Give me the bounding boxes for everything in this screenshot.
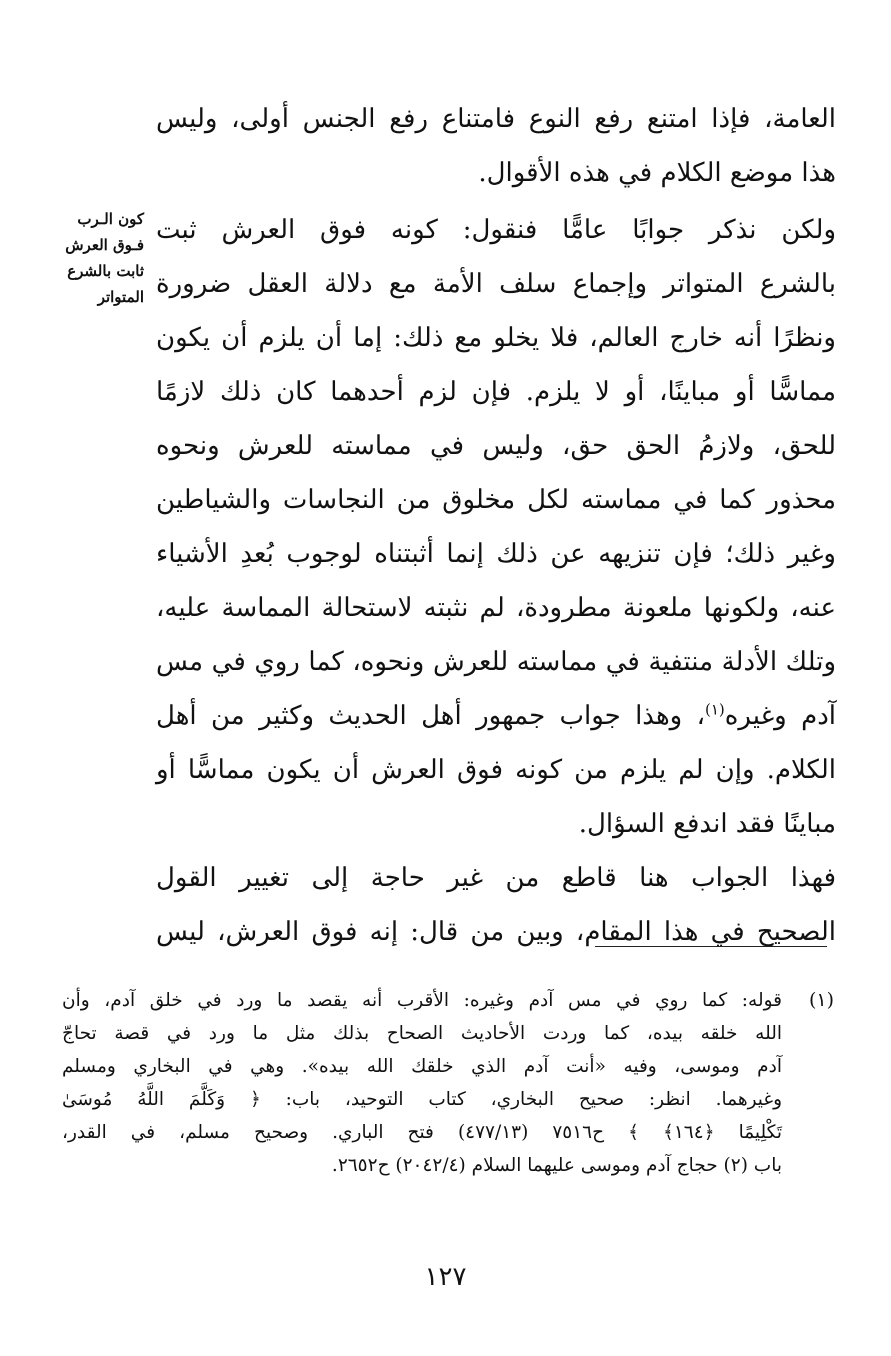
text-line: وتلك الأدلة منتفية في مماسته للعرش ونحوه، كما روي في مس: [156, 647, 836, 677]
margin-note-line: كون الـرب: [77, 210, 144, 228]
margin-note-line: فـوق العرش: [65, 236, 144, 254]
footnote-line: الله خلقه بيده، كما وردت الأحاديث الصحاح بذلك مثل ما ورد في قصة تحاجّ: [62, 1023, 782, 1044]
footnote-body: [62, 984, 782, 1182]
text-line: محذور كما في مماسته لكل مخلوق من النجاسات والشياطين: [156, 485, 836, 515]
text-line: العامة، فإذا امتنع رفع النوع فامتناع رفع الجنس أولى، وليس: [156, 104, 836, 134]
footnote-ref: (١): [704, 700, 725, 719]
footnote-line: باب (٢) حجاج آدم وموسى عليهما السلام (٢٠٤٢/٤) ح٢٦٥٢.: [331, 1155, 782, 1176]
text-line: الكلام. وإن لم يلزم من كونه فوق العرش أن يكون مماسًّا أو: [156, 755, 836, 785]
footnote-line: تَكْلِيمًا ﴿١٦٤﴾ ﴾ ح٧٥١٦ (٤٧٧/١٣) فتح الباري. وصحيح مسلم، في القدر،: [62, 1122, 782, 1143]
text-line: فهذا الجواب هنا قاطع من غير حاجة إلى تغيير القول: [156, 863, 836, 893]
text-line: ولكن نذكر جوابًا عامًّا فنقول: كونه فوق العرش ثبت: [156, 215, 836, 245]
text-line: مباينًا فقد اندفع السؤال.: [578, 809, 836, 839]
footnote-number: (١): [808, 989, 834, 1011]
text-line: ونظرًا أنه خارج العالم، فلا يخلو مع ذلك: إما أن يلزم أن يكون: [156, 323, 836, 353]
text-line: مماسًّا أو مباينًا، أو لا يلزم. فإن لزم أحدهما كان ذلك لازمًا: [156, 377, 836, 407]
footnote-separator: [595, 946, 827, 947]
main-text: [156, 92, 836, 959]
text-line: هذا موضع الكلام في هذه الأقوال.: [478, 158, 836, 188]
text-line: وغير ذلك؛ فإن تنزيهه عن ذلك إنما أثبتناه لوجوب بُعدِ الأشياء: [156, 539, 836, 569]
footnote-line: وغيرهما. انظر: صحيح البخاري، كتاب التوحيد، باب: ﴿ وَكَلَّمَ اللَّهُ مُوسَىٰ: [62, 1089, 782, 1110]
margin-note-line: ثابت بالشرع: [67, 262, 144, 280]
text-line: بالشرع المتواتر وإجماع سلف الأمة مع دلالة العقل ضرورة: [156, 269, 836, 299]
footnote-line: قوله: كما روي في مس آدم وغيره: الأقرب أنه يقصد ما ورد في خلق آدم، وأن: [62, 990, 782, 1011]
text-line: [156, 689, 836, 743]
text-line: للحق، ولازمُ الحق حق، وليس في مماسته للعرش ونحوه: [156, 431, 836, 461]
text-segment: آدم وغيره: [724, 701, 836, 731]
text-line: الصحيح في هذا المقام، وبين من قال: إنه فوق العرش، ليس: [156, 917, 836, 947]
margin-note-line: المتواتر: [97, 288, 144, 306]
text-line: عنه، ولكونها ملعونة مطرودة، لم نثبته لاستحالة المماسة عليه،: [156, 593, 836, 623]
footnote: [62, 984, 834, 1182]
page-number: ١٢٧: [424, 1262, 467, 1292]
margin-note: [48, 206, 144, 310]
text-segment: ، وهذا جواب جمهور أهل الحديث وكثير من أهل: [156, 701, 705, 731]
footnote-line: آدم وموسى، وفيه «أنت آدم الذي خلقك الله بيده». وهي في البخاري ومسلم: [62, 1056, 782, 1077]
